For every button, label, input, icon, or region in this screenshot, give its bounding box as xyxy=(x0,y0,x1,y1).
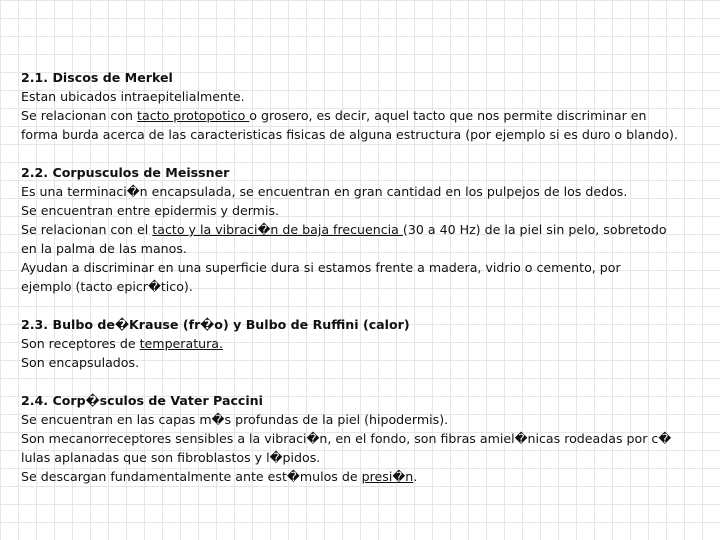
text-run: . xyxy=(413,469,418,484)
paragraph-line xyxy=(21,182,711,201)
paragraph-line xyxy=(21,106,711,125)
text-run: lulas aplanadas que son fibroblastos y l�pidos. xyxy=(21,450,321,465)
paragraph-line xyxy=(21,201,711,220)
section-title: 2.2. Corpusculos de Meissner xyxy=(21,165,230,180)
paragraph-line xyxy=(21,239,711,258)
paragraph-line xyxy=(21,353,711,372)
text-run: Son receptores de xyxy=(21,336,140,351)
section-4 xyxy=(21,391,711,486)
underlined-term: tacto y la vibraci�n de baja frecuencia xyxy=(152,222,403,237)
section-2 xyxy=(21,163,711,296)
section-title: 2.4. Corp�sculos de Vater Paccini xyxy=(21,393,263,408)
paragraph-line xyxy=(21,467,711,486)
text-run: en la palma de las manos. xyxy=(21,241,187,256)
text-run: Son encapsulados. xyxy=(21,355,140,370)
text-run: Ayudan a discriminar en una superficie dura si estamos frente a madera, vidrio o cemento, por xyxy=(21,260,621,275)
section-title: 2.3. Bulbo de�Krause (fr�o) y Bulbo de Ruffini (calor) xyxy=(21,317,410,332)
text-run: forma burda acerca de las caracteristicas fisicas de alguna estructura (por ejemplo si es duro o blando). xyxy=(21,127,678,142)
paragraph-line xyxy=(21,334,711,353)
paragraph-line xyxy=(21,87,711,106)
text-run: Se encuentran en las capas m�s profundas de la piel (hipodermis). xyxy=(21,412,449,427)
text-run: ejemplo (tacto epicr�tico). xyxy=(21,279,193,294)
paragraph-line xyxy=(21,277,711,296)
text-run: Se relacionan con xyxy=(21,108,138,123)
text-run: Estan ubicados intraepitelialmente. xyxy=(21,89,245,104)
section-title: 2.1. Discos de Merkel xyxy=(21,70,173,85)
text-run: Se descargan fundamentalmente ante est�mulos de xyxy=(21,469,362,484)
text-run: o grosero, es decir, aquel tacto que nos permite discriminar en xyxy=(249,108,647,123)
text-run: Es una terminaci�n encapsulada, se encuentran en gran cantidad en los pulpejos de los dedos. xyxy=(21,184,628,199)
document-body xyxy=(21,68,711,505)
text-run: (30 a 40 Hz) de la piel sin pelo, sobretodo xyxy=(402,222,667,237)
text-run: Son mecanorreceptores sensibles a la vibraci�n, en el fondo, son fibras amiel�nicas rodeadas por c� xyxy=(21,431,672,446)
underlined-term: presi�n xyxy=(361,469,414,484)
text-run: Se relacionan con el xyxy=(21,222,153,237)
paragraph-line xyxy=(21,258,711,277)
paragraph-line xyxy=(21,220,711,239)
text-run: Se encuentran entre epidermis y dermis. xyxy=(21,203,280,218)
underlined-term: tacto protopotico xyxy=(137,108,250,123)
paragraph-line xyxy=(21,448,711,467)
paragraph-line xyxy=(21,429,711,448)
section-3 xyxy=(21,315,711,372)
paragraph-line xyxy=(21,125,711,144)
paragraph-line xyxy=(21,410,711,429)
underlined-term: temperatura. xyxy=(139,336,224,351)
section-1 xyxy=(21,68,711,144)
